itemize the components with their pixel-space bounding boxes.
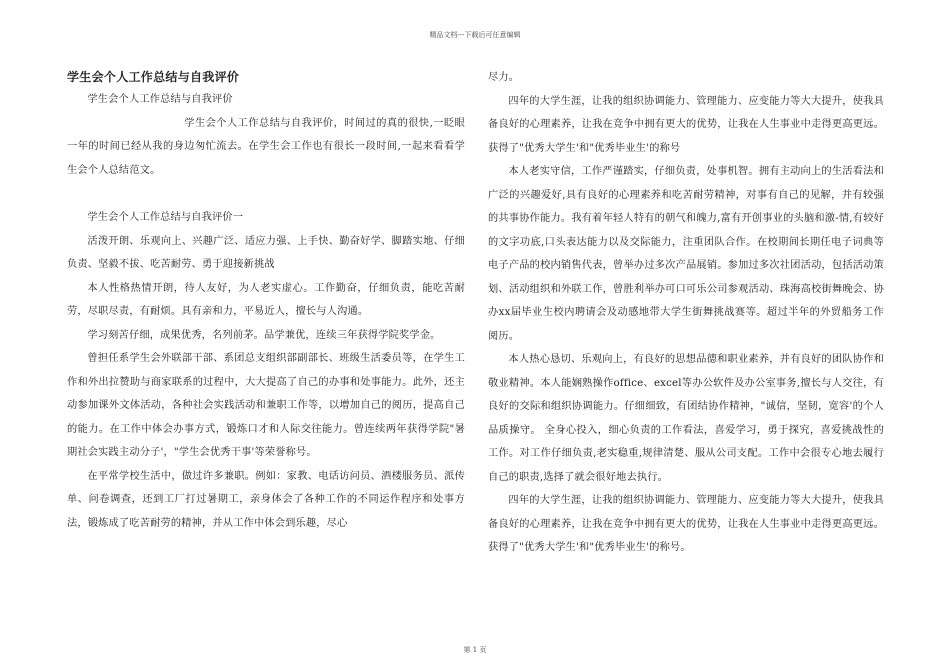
body-paragraph: 学习刻苦仔细，成果优秀，名列前茅。品学兼优，连续三年获得学院奖学金。	[87, 329, 441, 341]
subtitle-paragraph: 学生会个人工作总结与自我评价	[87, 94, 233, 105]
paragraph-gap	[67, 182, 465, 206]
body-paragraph: 本人热心恳切、乐观向上，有良好的思想品德和职业素养，并有良好的团队协作和敬业精神。本人能娴熟操作office、excel等办公软件及办公室事务,擅长与人交往，有良好的交际和组织协调能力。仔细细致，有团结协作精神，"诚信，坚韧，宽容'的个人品质操守。 全身心投入，细心负责的工作看法，喜爱学习，勇于探究，喜爱挑战性的工作。对工作仔细负责,老实稳重,规律清楚、服从公司支配。工作中会很专心地去履行自己的职责,选择了就会很好地去执行。	[488, 354, 884, 483]
body-paragraph: 本人老实守信，工作严谨踏实，仔细负责，处事机智。拥有主动向上的生活看法和广泛的兴趣爱好,具有良好的心理素养和吃苦耐劳精神，对事有自己的见解，并有较强的共事协作能力。我有着年轻人特有的朝气和魄力,富有开创事业的头脑和激-情,有较好的文字功底,口头表达能力以及交际能力，注重团队合作。在校期间长期任电子词典等电子产品的校内销售代表，曾举办过多次产品展销。参加过多次社团活动，包括活动策划、活动组织和外联工作，曾胜利举办可口可乐公司参观活动、珠海高校街舞晚会、协办xx届毕业生校内聘请会及动感地带大学生街舞挑战赛等。超过半年的外贸船务工作阅历。	[488, 166, 884, 342]
body-paragraph: 尽力。	[488, 72, 520, 83]
section-heading: 学生会个人工作总结与自我评价一	[87, 212, 244, 223]
body-paragraph: 曾担任系学生会外联部干部、系团总支组织部副部长、班级生活委员等，在学生工作和外出拉赞助与商家联系的过程中，大大提高了自己的办事和处事能力。此外，还主动参加课外文体活动，各种社会实践活动和兼职工作等，以增加自己的阅历，提高自己的能力。在工作中体会办事方式，锻炼口才和人际交往能力。曾连续两年获得学院"暑期社会实践主动分子'，"学生会优秀干事'等荣誉称号。	[67, 353, 465, 458]
body-paragraph: 在平常学校生活中，做过许多兼职。例如：家教、电话访问员、酒楼服务员、派传单、问卷调查，还到工厂打过暑期工，亲身体会了各种工作的不同运作程序和处事方法，锻炼成了吃苦耐劳的精神，并从工作中体会到乐趣，尽心	[67, 470, 465, 529]
left-column	[67, 66, 465, 535]
page-header: 精品文档---下载后可任意编辑	[429, 31, 521, 39]
body-paragraph: 本人性格热情开朗，待人友好，为人老实虚心。工作勤奋，仔细负责，能吃苦耐劳，尽职尽责，有耐烦。具有亲和力，平易近人，擅长与人沟通。	[67, 282, 465, 317]
intro-paragraph: 学生会个人工作总结与自我评价，时间过的真的很快,一眨眼一年的时间已经从我的身边匆忙流去。在学生会工作也有很长一段时间,一起来看看学生会个人总结范文。	[67, 117, 465, 176]
body-paragraph: 活泼开朗、乐观向上、兴趣广泛、适应力强、上手快、勤奋好学、脚踏实地、仔细负责、坚毅不拔、吃苦耐劳、勇于迎接新挑战	[67, 235, 465, 270]
body-paragraph: 四年的大学生涯，让我的组织协调能力、管理能力、应变能力等大大提升，使我具备良好的心理素养，让我在竞争中拥有更大的优势，让我在人生事业中走得更高更远。获得了"优秀大学生'和"优秀毕业生'的称号。	[488, 495, 884, 553]
right-column	[488, 66, 884, 560]
document-title: 学生会个人工作总结与自我评价	[67, 70, 240, 84]
page-footer: 第 1 页	[463, 646, 487, 654]
body-paragraph: 四年的大学生涯，让我的组织协调能力、管理能力、应变能力等大大提升，使我具备良好的心理素养，让我在竞争中拥有更大的优势，让我在人生事业中走得更高更远。获得了"优秀大学生'和"优秀毕业生'的称号	[488, 95, 884, 154]
